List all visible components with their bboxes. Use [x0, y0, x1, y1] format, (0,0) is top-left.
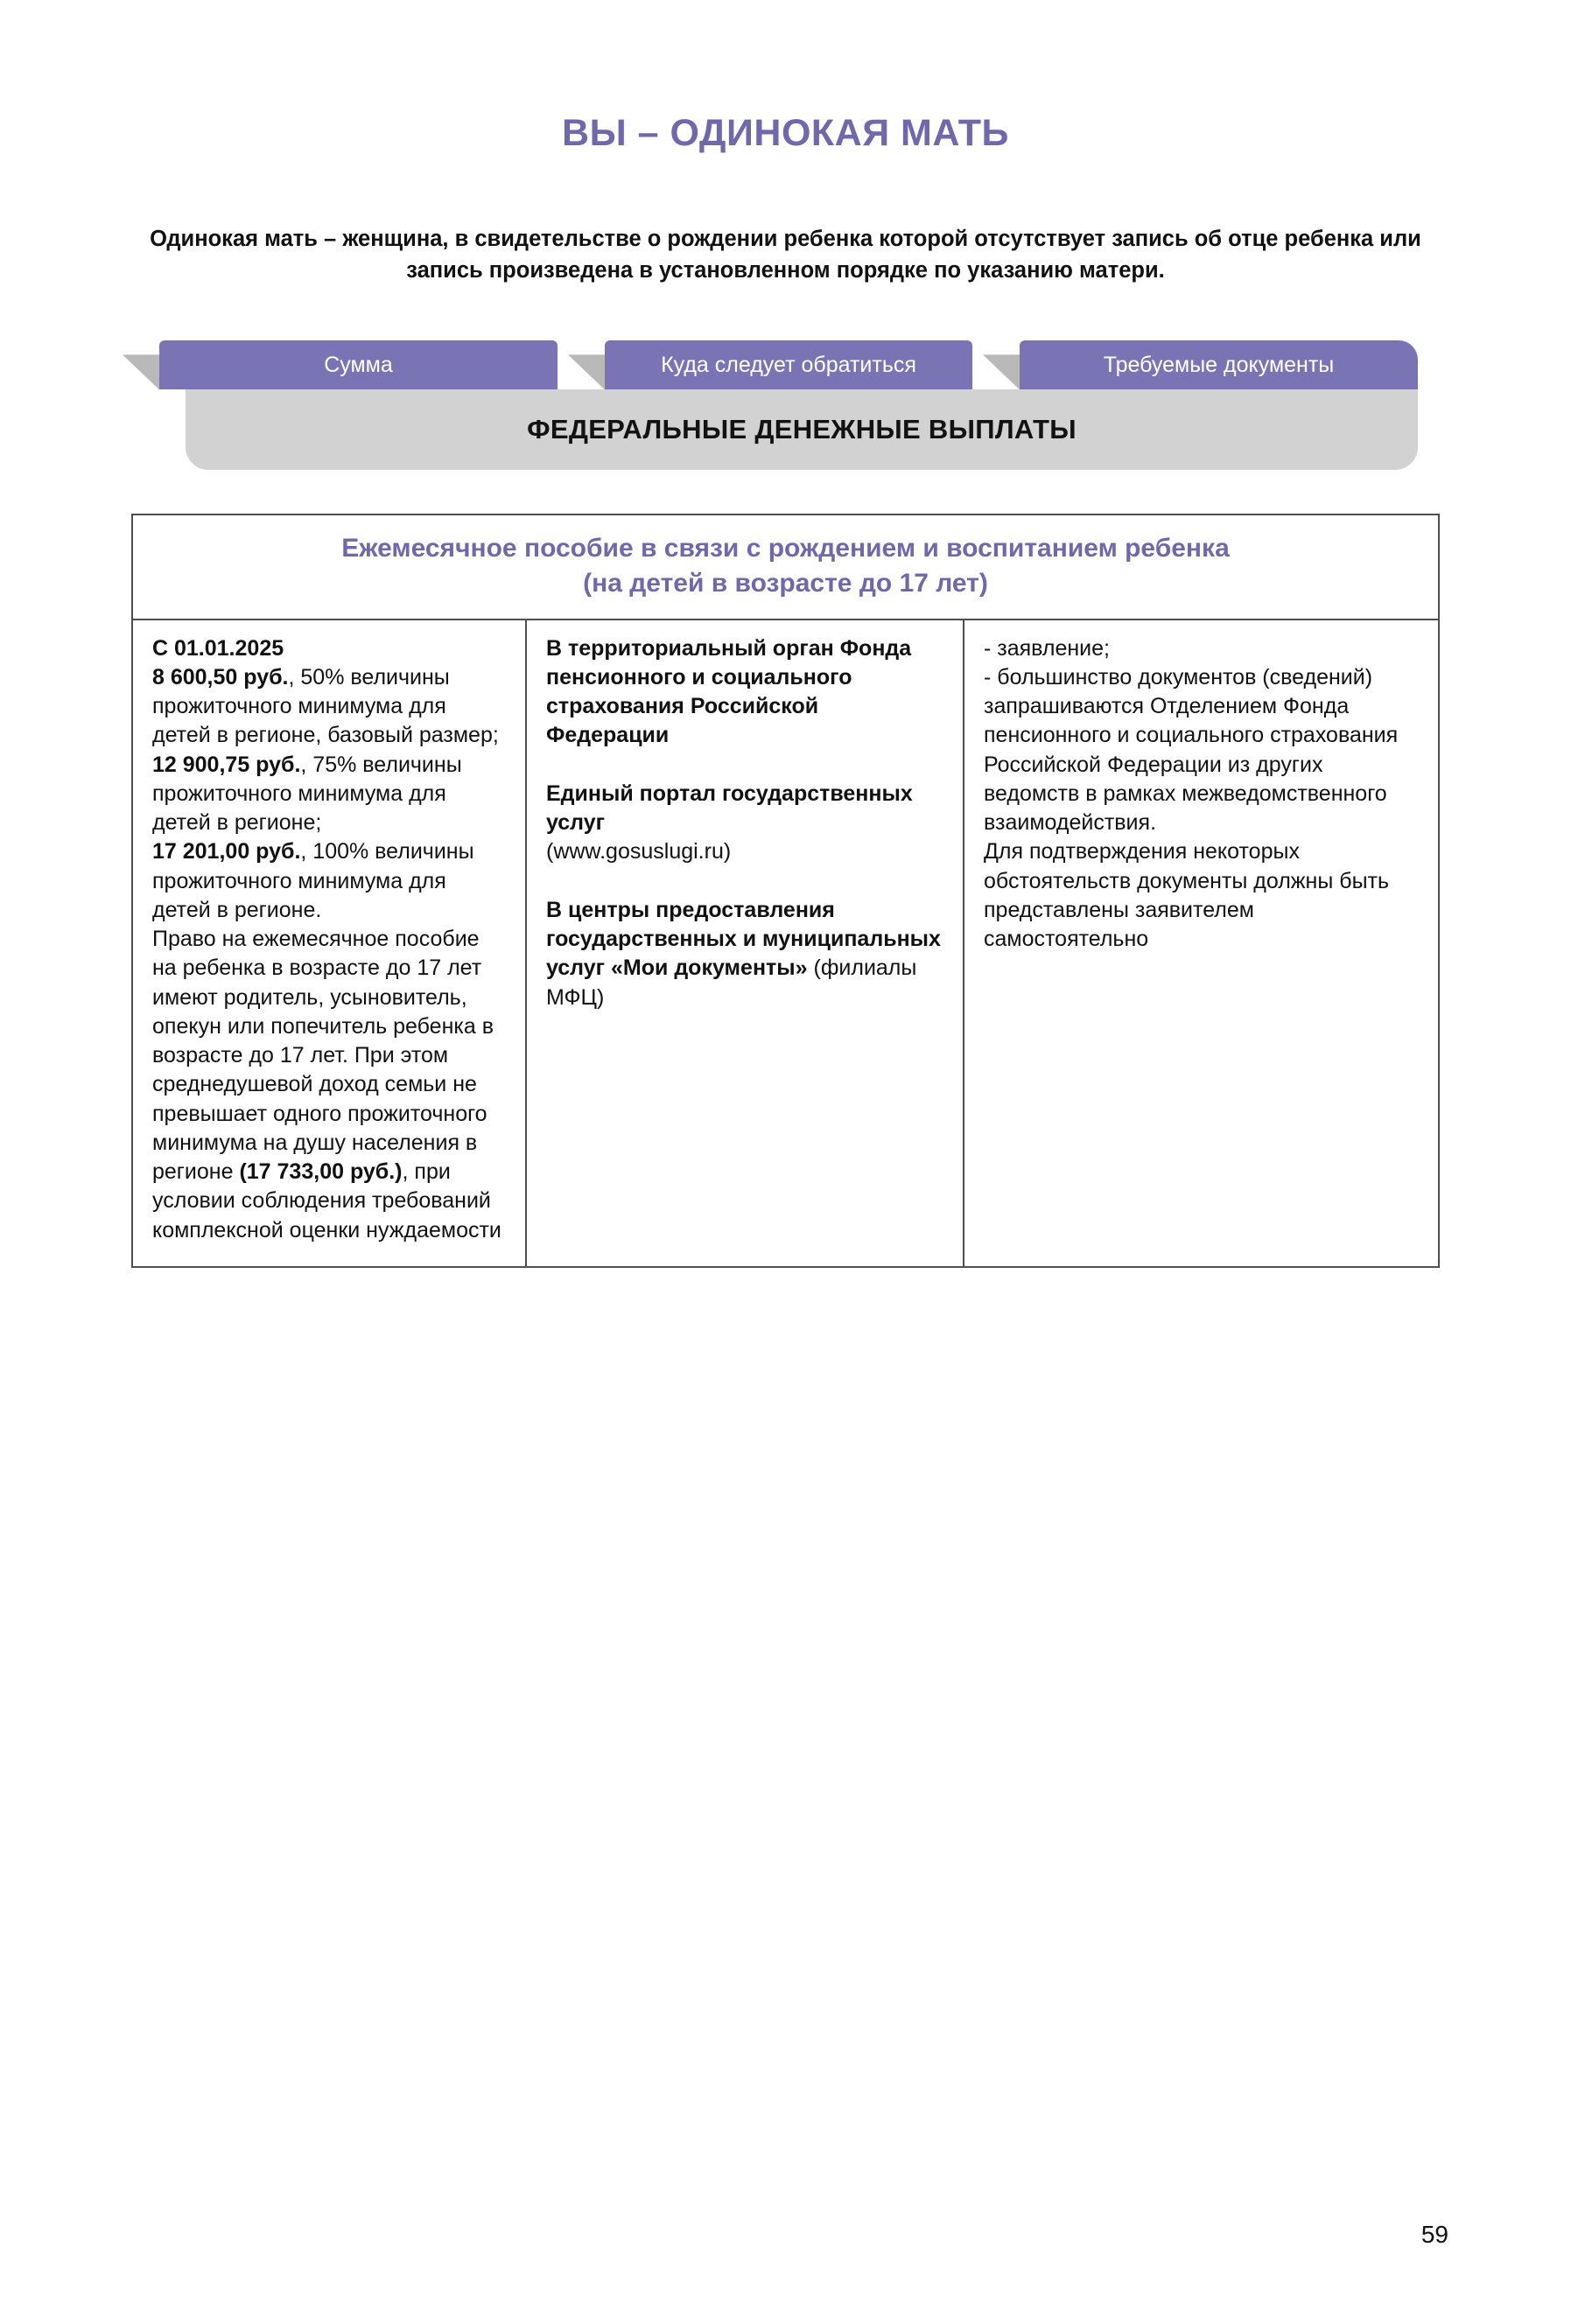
amount-rate1-text: , 50% величины прожиточного минимума для детей в регионе, базовый размер;	[152, 664, 499, 748]
amount-rate3-text: , 100% величины прожиточного минимума для детей в регионе.	[152, 839, 474, 922]
tabs-row	[123, 340, 1448, 389]
tab-notch-icon	[983, 354, 1020, 389]
amount-rate2-value: 12 900,75 руб.	[152, 752, 301, 777]
documents-line-3: Для подтверждения некоторых обстоятельств документы должны быть представлены заявителем самостоятельно	[984, 839, 1390, 952]
section-bar	[186, 389, 1418, 470]
intro-paragraph: Одинокая мать – женщина, в свидетельстве о рождении ребенка которой отсутствует запись об отце ребенка или запись произведена в установленном порядке по указанию матери.	[150, 227, 1421, 284]
where-item-3-title: В центры предоставления государственных и муниципальных услуг «Мои документы»	[546, 897, 941, 981]
amount-rate2-text: , 75% величины прожиточного минимума для детей в регионе;	[152, 752, 462, 836]
benefits-table	[131, 514, 1440, 1267]
section-title: ФЕДЕРАЛЬНЫЕ ДЕНЕЖНЫЕ ВЫПЛАТЫ	[527, 414, 1077, 445]
documents-line-1: - заявление;	[984, 635, 1110, 661]
table-header	[133, 515, 1438, 620]
tab-where-to-apply[interactable]: Куда следует обратиться	[605, 340, 972, 389]
documents-line-2: - большинство документов (сведений) запрашиваются Отделением Фонда пенсионного и социального страхования Российской Федерации из других ведомств в рамках межведомственного взаимодействия.	[984, 664, 1399, 836]
table-body	[133, 620, 1438, 1266]
tab-required-documents[interactable]: Требуемые документы	[1020, 340, 1418, 389]
tab-amount[interactable]: Сумма	[159, 340, 558, 389]
page-number: 59	[1420, 2221, 1448, 2248]
table-header-line-2: (на детей в возрасте до 17 лет)	[583, 569, 988, 598]
amount-rate3-value: 17 201,00 руб.	[152, 839, 301, 864]
where-item-2-title: Единый портал государственных услуг	[546, 780, 913, 836]
document-page	[0, 112, 1571, 2324]
amount-body-text: Право на ежемесячное пособие на ребенка в возрасте до 17 лет имеют родитель, усыновитель, опекун или попечитель ребенка в возрасте до 17 лет. При этом среднедушевой доход семьи не превышает одного прожиточного минимума на душу населения в регионе	[152, 927, 494, 1185]
table-header-line-1: Ежемесячное пособие в связи с рождением и воспитанием ребенка	[341, 534, 1230, 564]
where-item-1: В территориальный орган Фонда пенсионного и социального страхования Российской Федерации	[546, 635, 912, 748]
amount-date-label: С 01.01.2025	[152, 635, 284, 661]
tab-notch-icon	[123, 354, 159, 389]
page-title: ВЫ – ОДИНОКАЯ МАТЬ	[562, 112, 1009, 154]
column-where-to-apply	[527, 620, 964, 1266]
amount-body-text-tail: , при условии соблюдения требований комплексной оценки нуждаемости	[152, 1159, 501, 1242]
amount-income-value: (17 733,00 руб.)	[239, 1159, 403, 1185]
where-item-3-tail: (филиалы МФЦ)	[546, 956, 917, 1010]
amount-rate1-value: 8 600,50 руб.	[152, 664, 289, 690]
column-amount	[133, 620, 527, 1266]
column-required-documents	[964, 620, 1438, 1266]
where-item-2-url: (www.gosuslugi.ru)	[546, 839, 732, 864]
tab-notch-icon	[568, 354, 605, 389]
